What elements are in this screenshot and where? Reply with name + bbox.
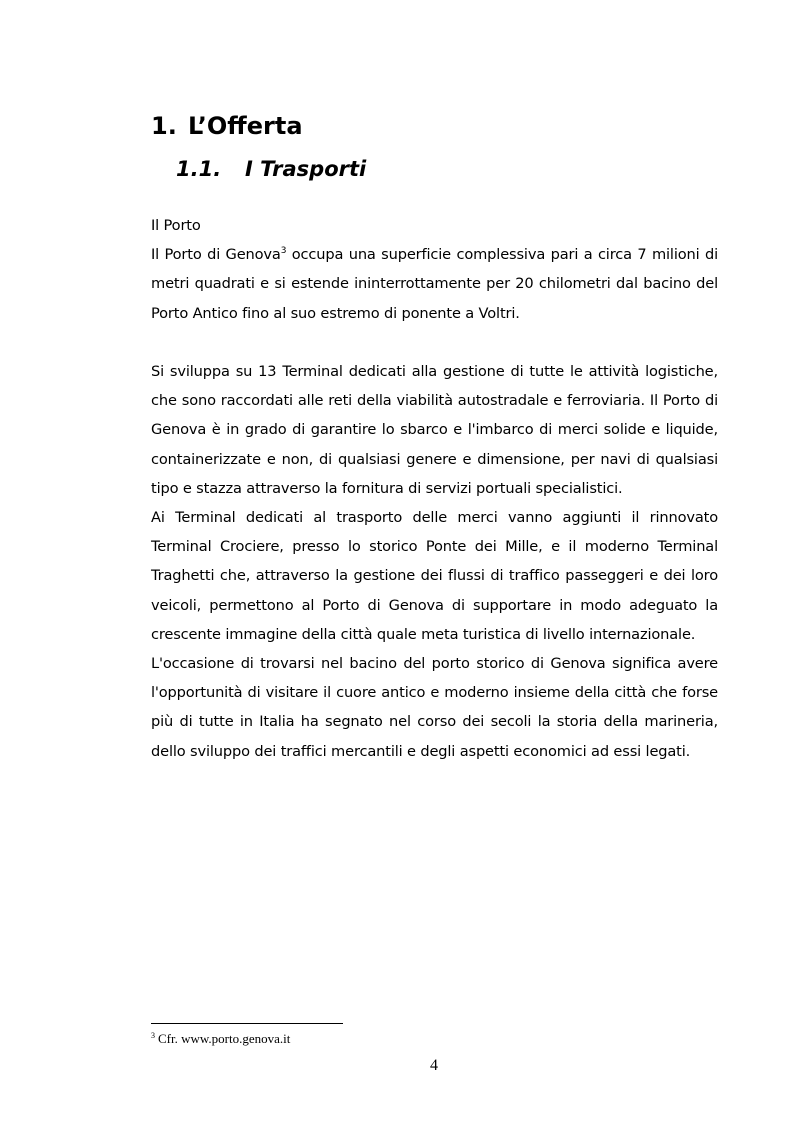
paragraph-cruise-ferry: Ai Terminal dedicati al trasporto delle merci vanno aggiunti il rinnovato Terminal Crociere, presso lo storico Ponte dei Mille, e il moderno Terminal Traghetti che, attraverso la gestione dei flussi di traffico passeggeri e dei loro veicoli, permettono al Porto di Genova di supportare in modo adeguato la crescente immagine della città quale meta turistica di livello internazionale. [151,509,718,643]
chapter-heading [151,110,303,142]
paragraph-intro [151,240,718,328]
footnote-text: Cfr. www.porto.genova.it [158,1031,291,1046]
paragraph-terminals: Si sviluppa su 13 Terminal dedicati alla gestione di tutte le attività logistiche, che sono raccordati alle reti della viabilità autostradale e ferroviaria. Il Porto di Genova è in grado di garantire lo sbarco e l'imbarco di merci solide e liquide, containerizzate e non, di qualsiasi genere e dimensione, per navi di qualsiasi tipo e stazza attraverso la fornitura di servizi portuali specialistici. [151,363,718,497]
paragraph-intro-start: Il Porto di Genova [151,246,281,264]
subsection-label: Il Porto [151,217,201,234]
paragraph-intro-rest: occupa una superficie complessiva pari a circa 7 milioni di metri quadrati e si estende ininterrottamente per 20 chilometri dal bacino del Porto Antico fino al suo estremo di ponente a Voltri. [151,246,718,322]
paragraph-history: L'occasione di trovarsi nel bacino del porto storico di Genova significa avere l'opportunità di visitare il cuore antico e moderno insieme della città che forse più di tutte in Italia ha segnato nel corso dei secoli la storia della marineria, dello sviluppo dei traffici mercantili e degli aspetti economici ad essi legati. [151,655,718,760]
footnote [151,1030,290,1048]
chapter-title: L’Offerta [188,112,303,140]
footnote-number: 3 [151,1031,155,1040]
footnote-reference: 3 [280,246,287,257]
footnote-separator [151,1023,343,1024]
section-number: 1.1. [176,157,222,181]
body-text [151,211,718,766]
section-heading [176,155,366,183]
page-number: 4 [430,1057,438,1074]
section-title: I Trasporti [245,157,367,181]
chapter-number: 1. [151,112,177,140]
